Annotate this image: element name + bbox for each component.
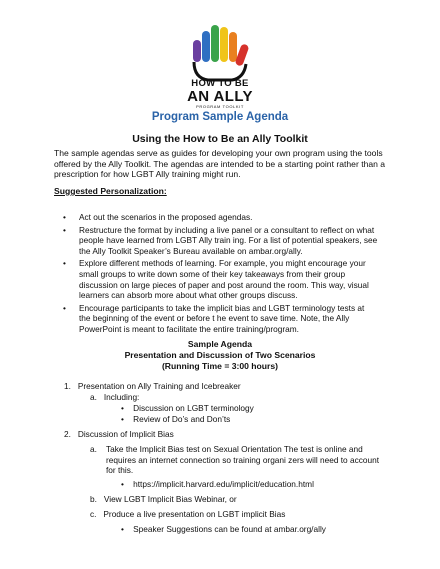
list-item [63, 303, 403, 335]
bullet-marker: • [121, 524, 124, 534]
agenda-item-1 [64, 381, 241, 392]
list-item-text: Restructure the format by including a live panel or a consultant to reflect on what [79, 224, 375, 235]
logo-wordmark [184, 79, 256, 109]
agenda-subitem [121, 524, 326, 535]
item-text: Take the Implicit Bias test on Sexual Orientation The test is online and [106, 444, 363, 454]
item-text: Produce a live presentation on LGBT implicit Bias [103, 509, 286, 519]
logo-line-1: HOW TO BE [191, 78, 249, 89]
item-letter: a. [90, 392, 97, 402]
item-number: 1. [64, 381, 71, 391]
item-text: for this. [106, 465, 134, 476]
logo-line-3: PROGRAM TOOLKIT [196, 104, 244, 109]
agenda-subitem [121, 479, 314, 490]
intro-line: The sample agendas serve as guides for developing your own program using the tools [54, 148, 383, 158]
implicit-test-link[interactable]: https://implicit.harvard.edu/implicit/education.html [133, 479, 314, 489]
logo-finger-green [211, 25, 219, 62]
agenda-running-time: (Running Time = 3:00 hours) [161, 361, 279, 371]
agenda-item-2c [90, 509, 285, 520]
intro-line: prescription for how LGBT Ally training might run. [54, 169, 241, 180]
item-text: Including: [103, 392, 140, 402]
agenda-item-2a [106, 444, 379, 476]
bullet-marker: • [63, 212, 66, 222]
sample-agenda-heading [0, 339, 440, 372]
agenda-item-2a-letter: a. [90, 444, 97, 454]
bullet-marker: • [121, 414, 124, 424]
agenda-subitem [121, 414, 230, 425]
intro-paragraph [54, 148, 394, 180]
list-item-text: Act out the scenarios in the proposed agendas. [79, 212, 253, 222]
list-item [63, 258, 403, 300]
agenda-item-2b [90, 494, 237, 505]
agenda-item-1a [90, 392, 139, 403]
logo-finger-orange [229, 32, 237, 62]
bullet-marker: • [63, 258, 66, 269]
bullet-marker: • [121, 479, 124, 489]
agenda-title: Sample Agenda [187, 339, 253, 349]
list-item-text: PowerPoint is meant to facilitate the entire training/program. [79, 323, 299, 334]
item-number: 2. [64, 429, 71, 439]
list-item-text: the Ally Toolkit Speaker’s Bureau available on ambar.org/ally. [79, 245, 303, 256]
logo-finger-yellow [220, 27, 228, 62]
item-letter: c. [90, 509, 97, 519]
agenda-item-2 [64, 429, 174, 440]
page-title: Program Sample Agenda [151, 111, 289, 123]
bullet-marker: • [121, 403, 124, 413]
intro-line: offered by the Ally Toolkit. The agendas are intended to be a starting point rather than a [54, 158, 386, 169]
list-item [63, 225, 403, 257]
agenda-subitem [121, 403, 254, 414]
bullet-marker: • [63, 224, 66, 235]
list-item-text: the beginning of the event or before t he event to save time. Note, the Ally [79, 313, 350, 324]
item-text: Discussion of Implicit Bias [77, 429, 174, 439]
list-item-text: Encourage participants to take the implicit bias and LGBT terminology tests at [79, 302, 365, 313]
personalization-list [63, 212, 403, 335]
agenda-subtitle: Presentation and Discussion of Two Scenarios [124, 350, 316, 360]
item-text: Speaker Suggestions can be found at ambar.org/ally [133, 524, 326, 534]
list-item-text: people have learned from LGBT Ally train ing. For a list of potential speakers, see [79, 235, 378, 246]
item-text: requires an internet connection so training organi zers will need to account [106, 454, 380, 465]
list-item [63, 212, 403, 223]
page-subtitle: Using the How to Be an Ally Toolkit [132, 133, 308, 145]
logo-finger-purple [193, 40, 201, 62]
item-text: Presentation on Ally Training and Icebreaker [77, 381, 241, 391]
list-item-text: small groups to write down some of their key takeaways from their group [79, 268, 346, 279]
item-text: Review of Do’s and Don’ts [133, 414, 231, 424]
logo-finger-blue [202, 31, 210, 62]
list-item-text: discussion on large pieces of paper and post around the room. This way, visual [79, 279, 369, 290]
suggested-personalization-heading: Suggested Personalization: [54, 186, 167, 196]
logo-line-2: AN ALLY [187, 88, 253, 105]
item-text: Discussion on LGBT terminology [133, 403, 254, 413]
list-item-text: learners can absorb more about what other groups discuss. [79, 290, 298, 301]
item-text: View LGBT Implicit Bias Webinar, or [103, 494, 237, 504]
item-letter: b. [90, 494, 97, 504]
list-item-text: Explore different methods of learning. For example, you might encourage your [79, 258, 366, 269]
bullet-marker: • [63, 302, 66, 313]
